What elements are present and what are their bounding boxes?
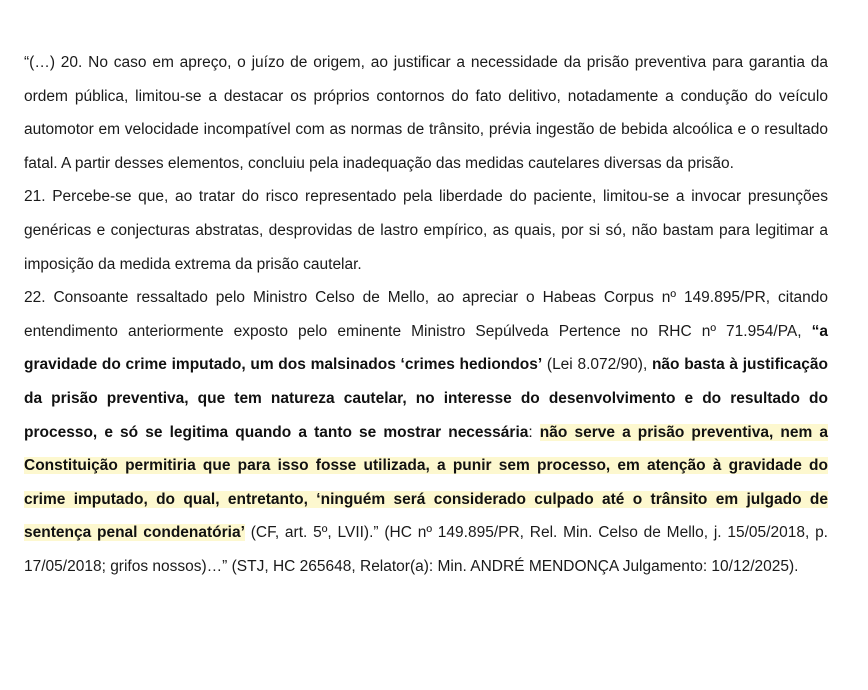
bold-quote-gravity: “a gravidade do crime imputado, um dos malsinados ‘crimes hediondos’ <box>24 322 828 374</box>
bold-quote-justification: não basta à justificação da prisão preventiva, que tem natureza cautelar, no interesse do desenvolvimento e do resultado do processo, e só se legitima quando a tanto se mostrar necessária <box>24 356 828 441</box>
paragraph-22-intro: 22. Consoante ressaltado pelo Ministro Celso de Mello, ao apreciar o Habeas Corpus nº 149.895/PR, citando entendimento anteriormente exposto pelo eminente Ministro Sepúlveda Pertence no RHC nº 71.954/PA, <box>24 289 828 340</box>
highlighted-quote: não serve a prisão preventiva, nem a Constituição permitiria que para isso fosse utilizada, a punir sem processo, em atenção à gravidade do crime imputado, do qual, entretanto, ‘ninguém será considerado culpado até o trânsito em julgado de sentença penal condenatória’ <box>24 423 828 542</box>
paragraph-21: 21. Percebe-se que, ao tratar do risco representado pela liberdade do paciente, limitou-se a invocar presunções genéricas e conjecturas abstratas, desprovidas de lastro empírico, as quais, por si só, não bastam para legitimar a imposição da medida extrema da prisão cautelar. <box>24 188 828 273</box>
document-page <box>24 46 828 584</box>
paragraph-22 <box>24 281 828 583</box>
paragraph-20: “(…) 20. No caso em apreço, o juízo de origem, ao justificar a necessidade da prisão preventiva para garantia da ordem pública, limitou-se a destacar os próprios contornos do fato delitivo, notadamente a condução do veículo automotor em velocidade incompatível com as normas de trânsito, prévia ingestão de bebida alcoólica e o resultado fatal. A partir desses elementos, concluiu pela inadequação das medidas cautelares diversas da prisão. <box>24 54 828 172</box>
colon-separator: : <box>528 423 540 441</box>
citation-reference: (CF, art. 5º, LVII).” (HC nº 149.895/PR, Rel. Min. Celso de Mello, j. 15/05/2018, p. 17/05/2018; grifos nossos)…” (STJ, HC 265648, Relator(a): Min. ANDRÉ MENDONÇA Julgamento: 10/12/2025). <box>24 524 828 575</box>
law-reference: (Lei 8.072/90), <box>542 356 652 374</box>
